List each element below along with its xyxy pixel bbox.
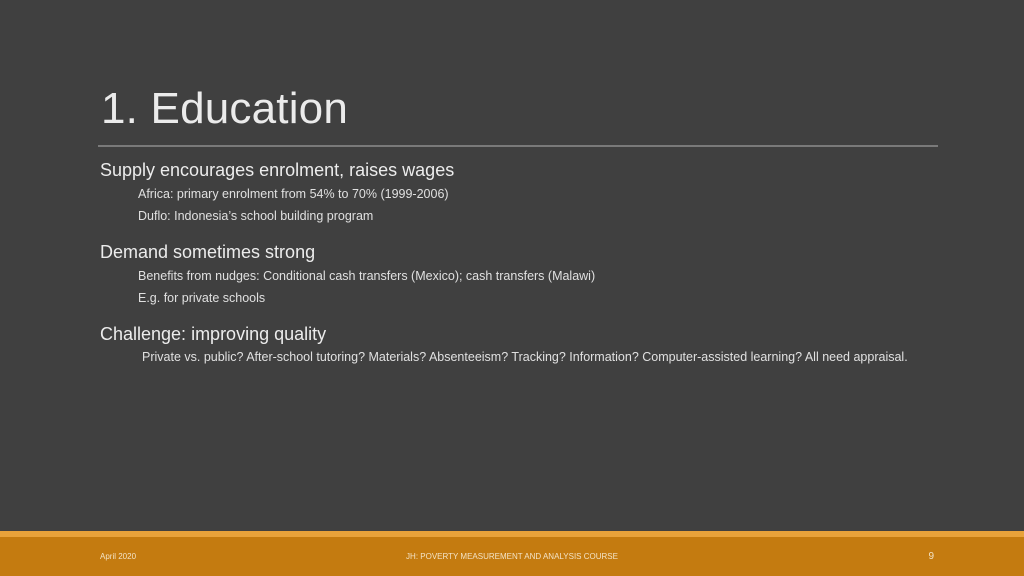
title-divider bbox=[98, 145, 938, 147]
section-supply bbox=[100, 158, 940, 227]
bullet-item: Africa: primary enrolment from 54% to 70% (1999-2006) bbox=[138, 187, 449, 201]
bullet-item: Benefits from nudges: Conditional cash transfers (Mexico); cash transfers (Malawi) bbox=[138, 269, 596, 283]
section-heading: Demand sometimes strong bbox=[100, 242, 316, 262]
section-heading: Challenge: improving quality bbox=[100, 324, 327, 344]
section-heading: Supply encourages enrolment, raises wages bbox=[100, 160, 455, 180]
bullet-item: E.g. for private schools bbox=[138, 291, 266, 305]
slide-title: 1. Education bbox=[101, 84, 349, 133]
page-number: 9 bbox=[928, 551, 934, 562]
section-quality bbox=[100, 322, 940, 366]
bullet-item: Duflo: Indonesia’s school building program bbox=[138, 209, 374, 223]
footer-bar bbox=[0, 537, 1024, 576]
slide-content bbox=[100, 158, 940, 379]
footer-date: April 2020 bbox=[100, 552, 137, 561]
bullet-item: Private vs. public? After-school tutoring? Materials? Absenteeism? Tracking? Information? Computer-assisted learning? All need appraisal. bbox=[142, 350, 908, 364]
footer-course-title: JH: POVERTY MEASUREMENT AND ANALYSIS COURSE bbox=[406, 552, 618, 561]
section-demand bbox=[100, 240, 940, 309]
